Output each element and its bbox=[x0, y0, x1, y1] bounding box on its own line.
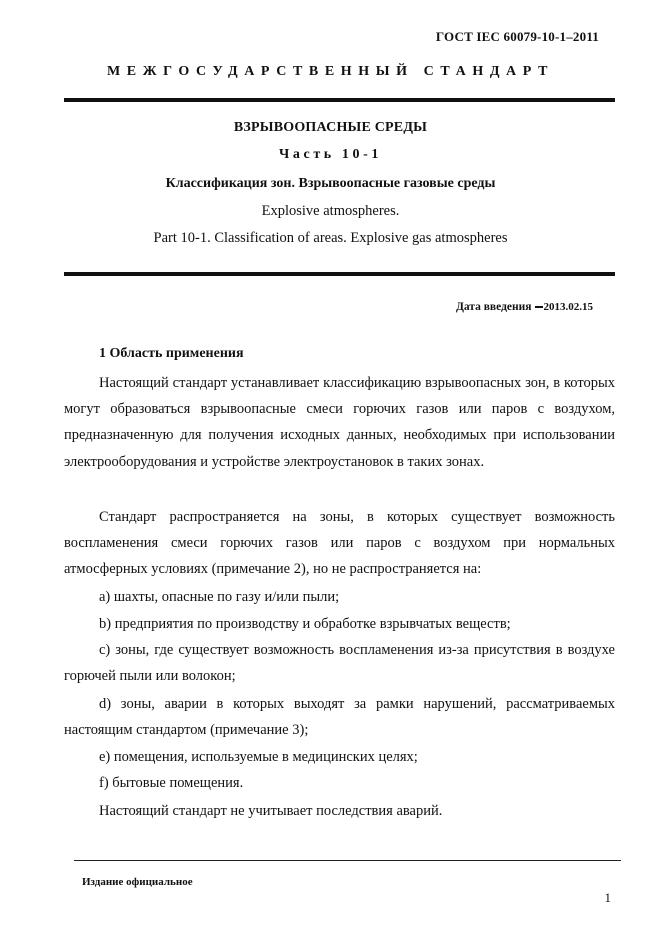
title-russian: ВЗРЫВООПАСНЫЕ СРЕДЫ bbox=[233, 120, 428, 135]
list-item bbox=[64, 770, 615, 796]
list-item bbox=[64, 691, 615, 743]
list-item bbox=[64, 744, 615, 770]
list-item-text: f) бытовые помещения. bbox=[99, 775, 244, 791]
list-item bbox=[64, 584, 615, 610]
introduction-date-label: Дата введения bbox=[455, 301, 532, 313]
part-number-russian: Часть 10-1 bbox=[279, 147, 382, 162]
subtitle-russian: Классификация зон. Взрывоопасные газовые среды bbox=[165, 176, 496, 191]
date-dash bbox=[535, 306, 543, 308]
list-item-text: c) зоны, где существует возможность воспламенения из-за присутствия в воздухе горючей пыли или волокон; bbox=[64, 642, 615, 685]
edition-note: Издание официальное bbox=[82, 876, 193, 888]
list-item-text: e) помещения, используемые в медицинских целях; bbox=[99, 749, 418, 765]
list-item-text: a) шахты, опасные по газу и/или пыли; bbox=[99, 589, 340, 605]
title-divider bbox=[64, 272, 615, 276]
standard-type-heading: МЕЖГОСУДАРСТВЕННЫЙ СТАНДАРТ bbox=[106, 64, 555, 79]
document-code: ГОСТ IEC 60079-10-1–2011 bbox=[435, 29, 599, 44]
paragraph-applicability bbox=[64, 504, 615, 583]
introduction-date-value: 2013.02.15 bbox=[543, 301, 593, 313]
list-item bbox=[64, 637, 615, 689]
top-divider bbox=[64, 98, 615, 102]
paragraph-scope bbox=[64, 370, 615, 475]
paragraph-closing bbox=[64, 798, 615, 824]
list-item-text: b) предприятия по производству и обработке взрывчатых веществ; bbox=[99, 616, 511, 632]
paragraph-text: Настоящий стандарт устанавливает классификацию взрывоопасных зон, в которых могут образоваться взрывоопасные смеси горючих газов или паров с воздухом, предназначенную для получения исходных данных, необходимых при использовании электрооборудования и устройстве электроустановок в таких зонах. bbox=[64, 375, 615, 470]
list-item-text: d) зоны, аварии в которых выходят за рамки нарушений, рассматриваемых настоящим стандартом (примечание 3); bbox=[64, 696, 615, 739]
section-heading: 1 Область применения bbox=[99, 346, 244, 361]
list-item bbox=[64, 611, 615, 637]
page-number: 1 bbox=[604, 890, 611, 905]
title-english: Explosive atmospheres. bbox=[261, 203, 400, 219]
paragraph-text: Стандарт распространяется на зоны, в которых существует возможность воспламенения смеси горючих газов или паров с воздухом при нормальных атмосферных условиях (примечание 2), но не распространяется на: bbox=[64, 509, 615, 578]
subtitle-english: Part 10-1. Classification of areas. Explosive gas atmospheres bbox=[153, 230, 508, 246]
introduction-date bbox=[456, 301, 593, 313]
footer-divider bbox=[74, 860, 621, 861]
paragraph-text: Настоящий стандарт не учитывает последствия аварий. bbox=[99, 803, 443, 819]
